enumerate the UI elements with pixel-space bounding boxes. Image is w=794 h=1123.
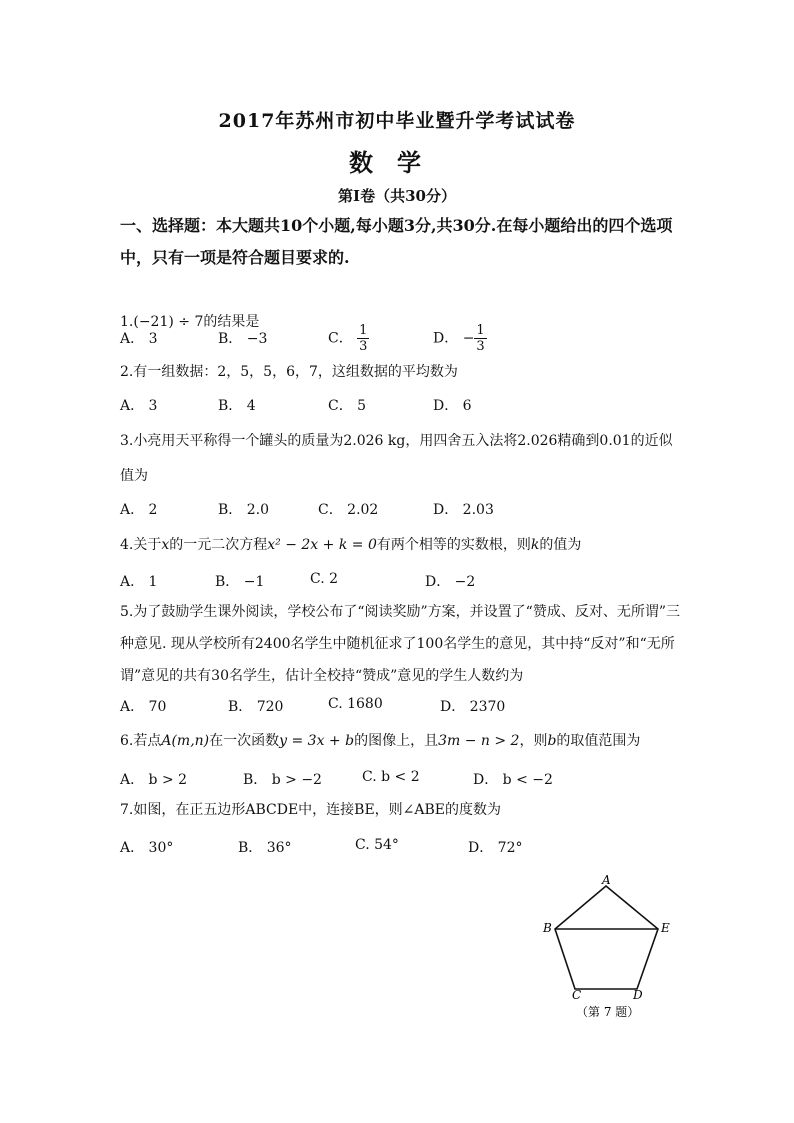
q2-option-c: C． 5 xyxy=(328,398,367,414)
q5-option-c: C. 1680 xyxy=(328,696,383,712)
q1-suffix: 的结果是 xyxy=(203,314,260,330)
q7-option-a: A． 30° xyxy=(120,840,174,856)
q5-option-d: D． 2370 xyxy=(440,699,506,715)
section-intro-line1: 一、选择题：本大题共10个小题,每小题3分,共30分.在每小题给出的四个选项 xyxy=(120,216,673,235)
q6-point: A(m,n) xyxy=(161,733,210,749)
q1-expr: (−21) ÷ 7 xyxy=(133,314,204,330)
q2-options xyxy=(120,395,680,425)
q7-option-b: B． 36° xyxy=(238,840,292,856)
q5-option-b: B． 720 xyxy=(228,699,284,715)
q6-var-b: b xyxy=(547,733,557,749)
question-2: 2.有一组数据：2，5，5，6，7，这组数据的平均数为 xyxy=(120,364,458,380)
q4-option-c: C. 2 xyxy=(310,571,339,587)
q7-options xyxy=(120,837,680,867)
q6-option-a: A． b > 2 xyxy=(120,772,188,788)
vertex-label-b: B xyxy=(543,921,552,935)
q1-options xyxy=(120,323,680,353)
q7-option-c: C. 54° xyxy=(355,837,399,853)
q6-inequality: 3m − n > 2 xyxy=(438,733,520,749)
q3-option-a: A． 2 xyxy=(120,502,158,518)
q4-option-d: D． −2 xyxy=(425,574,476,590)
question-5-line2: 种意见. 现从学校所有2400名学生中随机征求了100名学生的意见，其中持“反对”和“无所 xyxy=(120,636,675,652)
pentagon-shape xyxy=(555,886,658,989)
question-5-line1: 5.为了鼓励学生课外阅读，学校公布了“阅读奖励”方案，并设置了“赞成、反对、无所谓”三 xyxy=(120,604,680,620)
q1-option-d: D． − $\frac{1}{3}$ xyxy=(433,323,485,354)
q3-options xyxy=(120,499,680,529)
vertex-label-e: E xyxy=(661,921,670,935)
vertex-label-c: C xyxy=(572,988,582,1002)
q5-options xyxy=(120,696,680,726)
q3-option-d: D． 2.03 xyxy=(433,502,494,518)
q4-var-x: x xyxy=(161,537,170,553)
vertex-label-d: D xyxy=(633,988,643,1002)
q3-option-b: B． 2.0 xyxy=(218,502,270,518)
q6-option-c: C. b < 2 xyxy=(362,769,420,785)
question-6: 6.若点A(m,n)在一次函数y = 3x + b的图像上，且3m − n > 2，则b的取值范围为 xyxy=(120,733,641,749)
exam-title: 2017年苏州市初中毕业暨升学考试试卷 xyxy=(218,110,576,132)
pentagon-figure xyxy=(536,872,686,1022)
q6-function: y = 3x + b xyxy=(279,733,355,749)
vertex-label-a: A xyxy=(602,873,611,887)
q1-option-a: A． 3 xyxy=(120,331,158,347)
question-4: 4.关于x的一元二次方程x² − 2x + k = 0有两个相等的实数根，则k的值为 xyxy=(120,537,582,553)
q7-option-d: D． 72° xyxy=(468,840,523,856)
q3-option-c: C． 2.02 xyxy=(318,502,379,518)
q5-option-a: A． 70 xyxy=(120,699,167,715)
q6-option-b: B． b > −2 xyxy=(243,772,322,788)
question-3-line1: 3.小亮用天平称得一个罐头的质量为2.026 kg，用四舍五入法将2.026精确到0.01的近似 xyxy=(120,433,673,449)
question-5-line3: 谓”意见的共有30名学生，估计全校持“赞成”意见的学生人数约为 xyxy=(120,668,524,684)
part-title: 第I卷（共30分） xyxy=(338,187,456,205)
q4-option-b: B． −1 xyxy=(215,574,265,590)
q1-option-c: C． $\frac{1}{3}$ xyxy=(328,323,368,354)
q2-option-b: B． 4 xyxy=(218,398,256,414)
q6-option-d: D． b < −2 xyxy=(473,772,553,788)
question-3-line2: 值为 xyxy=(120,468,148,484)
q1-prefix: 1. xyxy=(120,314,134,330)
q4-option-a: A． 1 xyxy=(120,574,158,590)
q2-option-d: D． 6 xyxy=(433,398,472,414)
q4-var-k: k xyxy=(530,537,540,553)
subject-title: 数学 xyxy=(349,148,445,177)
q2-option-a: A． 3 xyxy=(120,398,158,414)
q1-option-b: B． −3 xyxy=(218,331,268,347)
figure-caption: （第 7 题） xyxy=(576,1005,640,1019)
section-intro-line2: 中，只有一项是符合题目要求的. xyxy=(120,248,350,267)
question-7: 7.如图，在正五边形ABCDE中，连接BE，则∠ABE的度数为 xyxy=(120,802,502,818)
q4-equation: x² − 2x + k = 0 xyxy=(267,537,377,553)
